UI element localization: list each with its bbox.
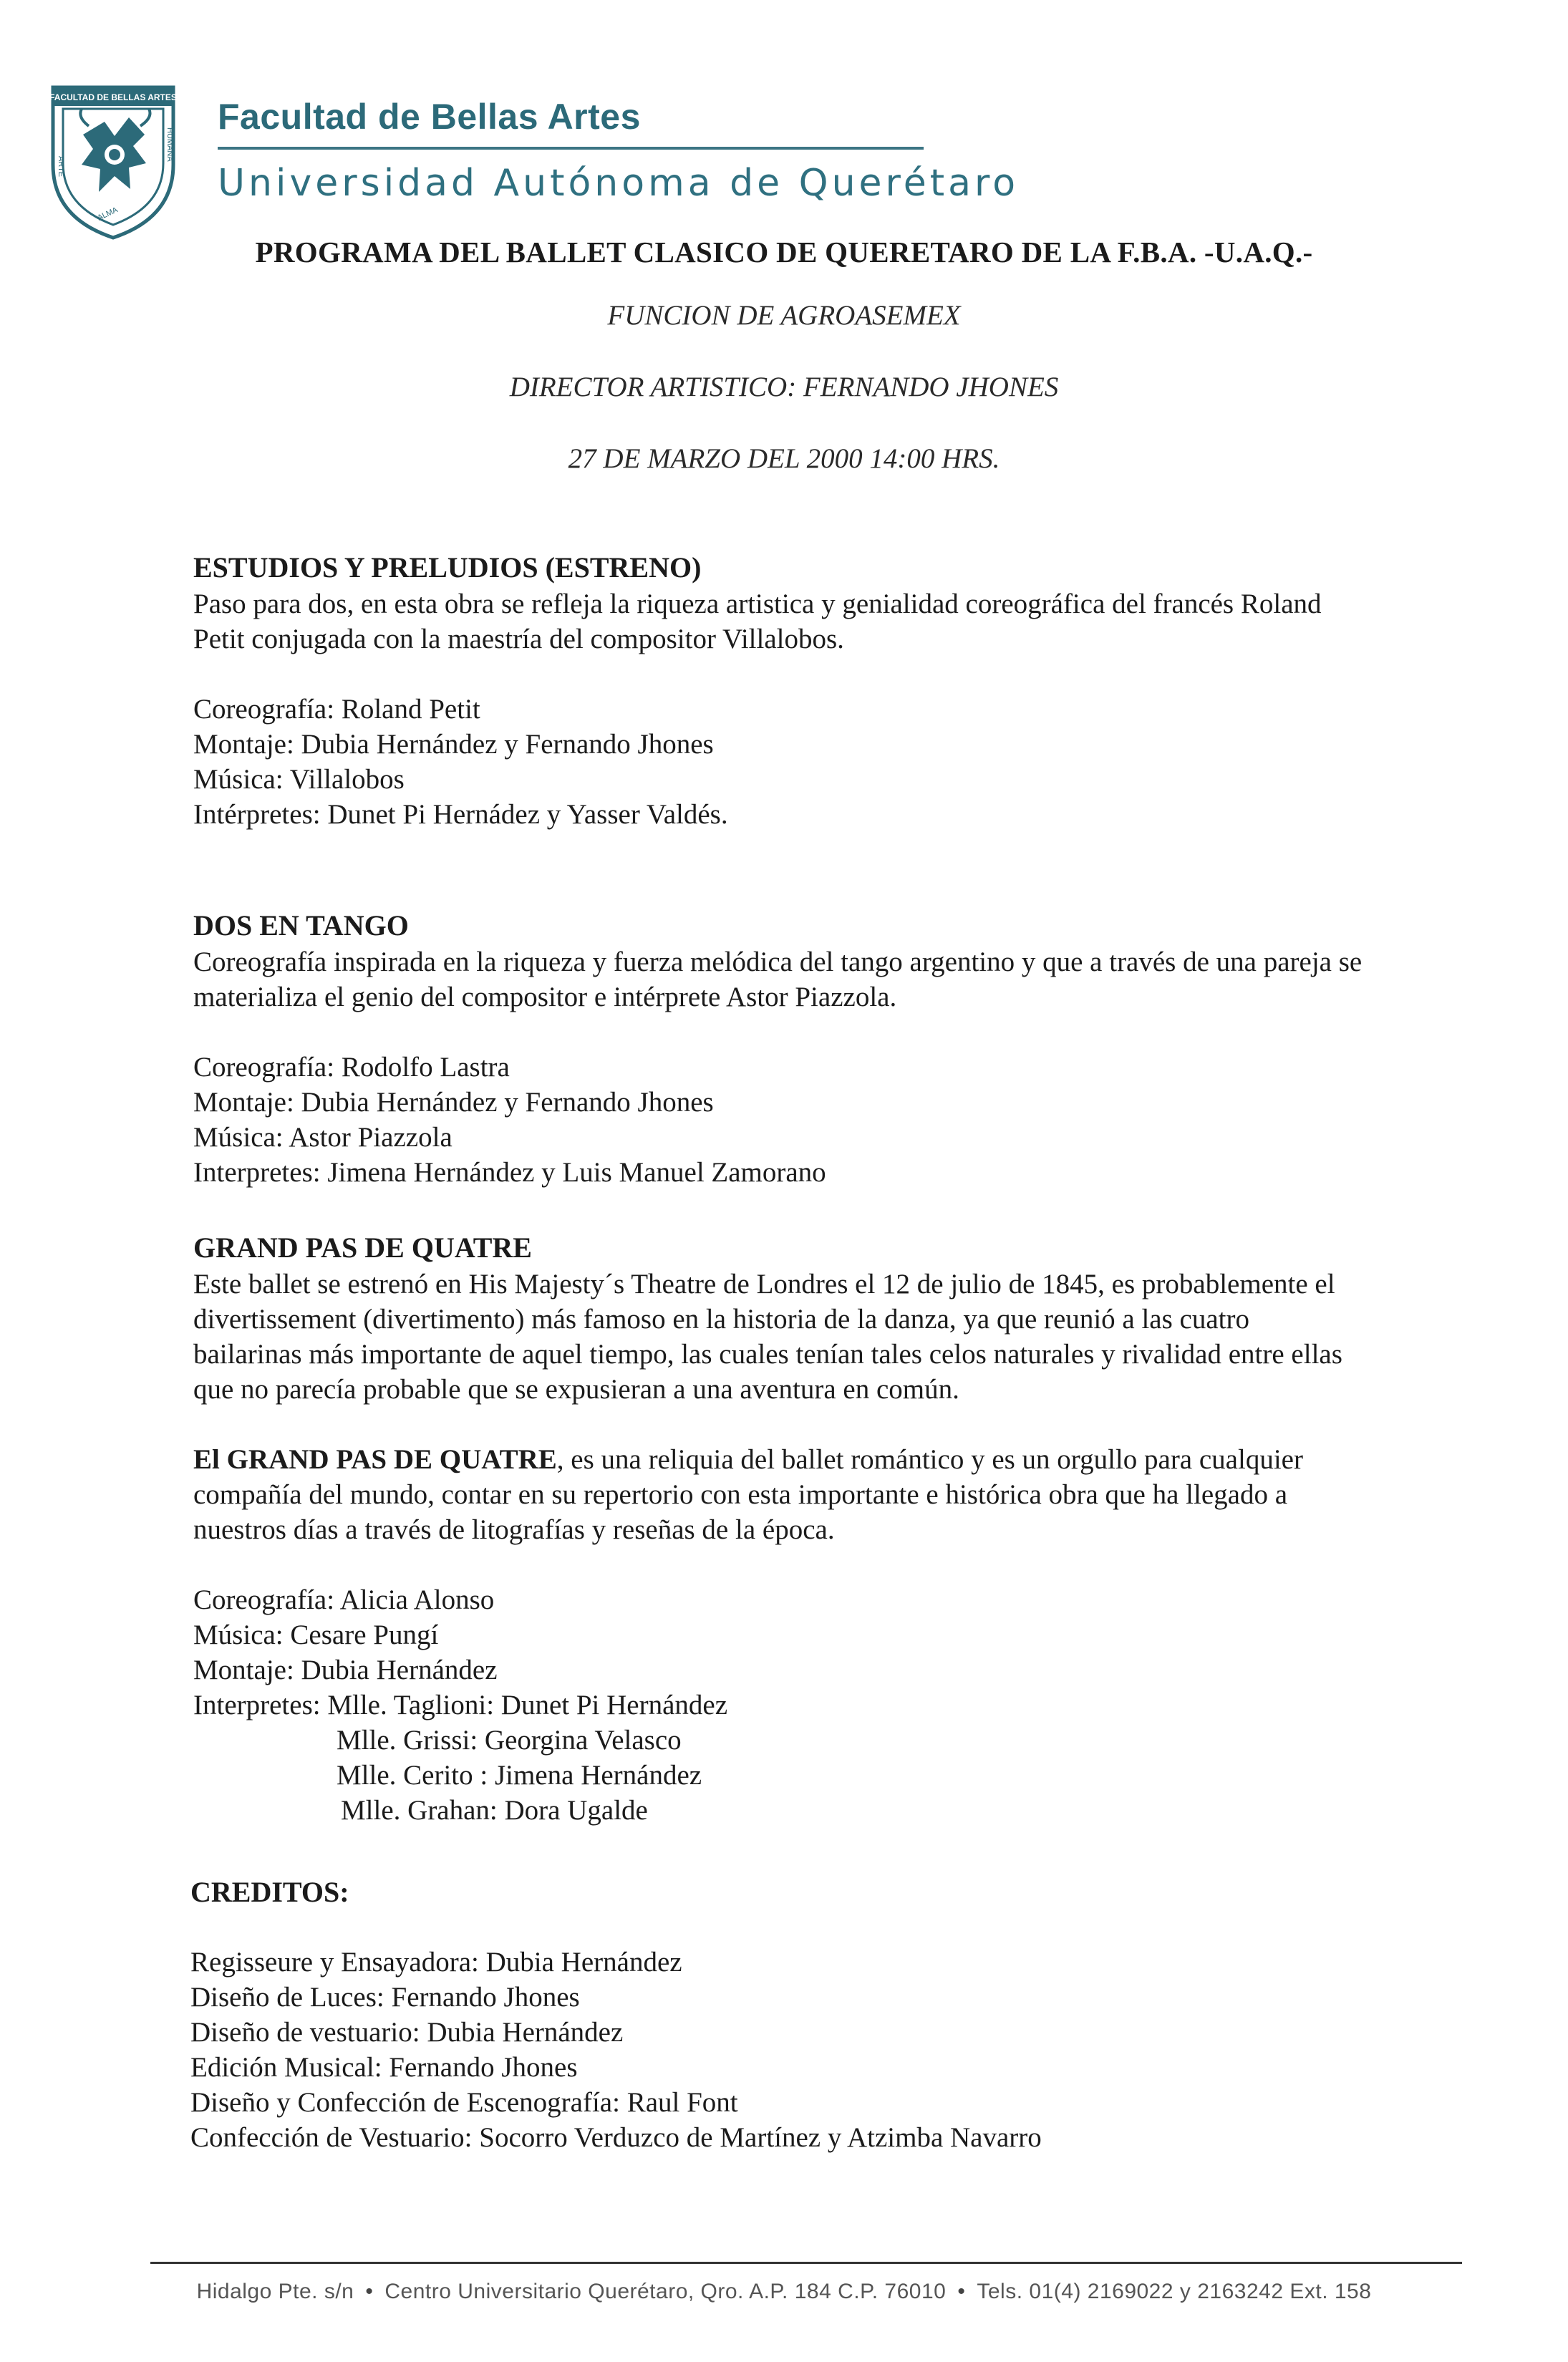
section-description-2 <box>193 1442 1496 1547</box>
credit-line: Interpretes: Jimena Hernández y Luis Manuel Zamorano <box>193 1157 826 1188</box>
section-tango <box>193 908 1496 1190</box>
seal-ribbon-top: FACULTAD DE BELLAS ARTES <box>49 92 177 102</box>
bullet-separator: • <box>957 2280 966 2303</box>
section-estudios <box>193 550 1496 832</box>
credit-list <box>193 1582 1496 1828</box>
desc-line: que no parecía probable que se expusieran a una aventura en común. <box>193 1374 959 1405</box>
credit-list <box>193 692 1496 832</box>
credit-line: Diseño de Luces: Fernando Jhones <box>190 1982 580 2013</box>
desc-line: Paso para dos, en esta obra se refleja la riqueza artistica y genialidad coreográfica del francés Roland <box>193 589 1322 619</box>
credit-line: Diseño y Confección de Escenografía: Raul Font <box>190 2087 738 2118</box>
credit-line: Montaje: Dubia Hernández <box>193 1655 498 1685</box>
footer-divider <box>150 2262 1462 2264</box>
section-description <box>193 944 1496 1015</box>
desc-line: Petit conjugada con la maestría del compositor Villalobos. <box>193 624 844 654</box>
footer-street: Hidalgo Pte. s/n <box>196 2280 354 2303</box>
interpreter-line: Mlle. Cerito : Jimena Hernández <box>337 1760 702 1791</box>
footer-phones: Tels. 01(4) 2169022 y 2163242 Ext. 158 <box>977 2280 1372 2303</box>
section-description <box>193 586 1496 657</box>
credit-line: Diseño de vestuario: Dubia Hernández <box>190 2017 624 2048</box>
university-seal-icon <box>49 84 178 242</box>
desc-line: bailarinas más importante de aquel tiempo, las cuales tenían tales celos naturales y rivalidad entre ellas <box>193 1339 1342 1370</box>
letterhead-divider <box>218 147 924 150</box>
credit-line: Música: Cesare Pungí <box>193 1620 439 1650</box>
footer-campus: Centro Universitario Querétaro, Qro. A.P. 184 C.P. 76010 <box>384 2280 947 2303</box>
credit-line: Montaje: Dubia Hernández y Fernando Jhones <box>193 1087 714 1118</box>
section-heading: DOS EN TANGO <box>193 909 409 942</box>
credit-line: Coreografía: Rodolfo Lastra <box>193 1052 510 1083</box>
section-description <box>193 1267 1496 1407</box>
footer-address <box>0 2280 1568 2304</box>
credit-line: Edición Musical: Fernando Jhones <box>190 2052 578 2083</box>
seal-ribbon-left: ARTE <box>57 156 65 178</box>
credit-line: Música: Astor Piazzola <box>193 1122 453 1153</box>
seal-ribbon-bottom: ALMA <box>96 205 120 223</box>
interpreter-line: Mlle. Grissi: Georgina Velasco <box>337 1725 682 1756</box>
desc-line: compañía del mundo, contar en su repertorio con esta importante e histórica obra que ha llegado a <box>193 1479 1288 1510</box>
program-title: PROGRAMA DEL BALLET CLASICO DE QUERETARO DE LA F.B.A. -U.A.Q.- <box>255 236 1313 268</box>
desc-line: materializa el genio del compositor e intérprete Astor Piazzola. <box>193 982 897 1012</box>
credit-line: Intérpretes: Dunet Pi Hernádez y Yasser Valdés. <box>193 799 728 830</box>
desc-line: Coreografía inspirada en la riqueza y fuerza melódica del tango argentino y que a través de una pareja se <box>193 947 1363 977</box>
credit-line: Montaje: Dubia Hernández y Fernando Jhones <box>193 729 714 760</box>
section-heading: CREDITOS: <box>190 1876 349 1908</box>
credit-list <box>193 1050 1496 1190</box>
seal-ribbon-right: HUMANA <box>165 127 174 162</box>
section-creditos <box>190 1874 1494 2155</box>
credit-line: Coreografía: Roland Petit <box>193 694 480 725</box>
event-name: FUNCION DE AGROASEMEX <box>607 300 961 331</box>
credit-list <box>190 1945 1494 2155</box>
bullet-separator: • <box>365 2280 374 2303</box>
bold-title: El GRAND PAS DE QUATRE <box>193 1444 557 1475</box>
university-name: Universidad Autónoma de Querétaro <box>218 162 1020 205</box>
section-heading: GRAND PAS DE QUATRE <box>193 1231 532 1264</box>
desc-line: , es una reliquia del ballet romántico y es un orgullo para cualquier <box>556 1444 1303 1475</box>
faculty-name: Facultad de Bellas Artes <box>218 97 641 137</box>
credit-line: Interpretes: Mlle. Taglioni: Dunet Pi Hernández <box>193 1690 728 1720</box>
section-grand-pas <box>193 1230 1496 1828</box>
interpreter-line: Mlle. Grahan: Dora Ugalde <box>341 1795 648 1826</box>
section-heading: ESTUDIOS Y PRELUDIOS (ESTRENO) <box>193 551 702 584</box>
artistic-director: DIRECTOR ARTISTICO: FERNANDO JHONES <box>509 372 1059 402</box>
desc-line: divertissement (divertimento) más famoso en la historia de la danza, ya que reunió a las cuatro <box>193 1304 1249 1335</box>
desc-line: nuestros días a través de litografías y reseñas de la época. <box>193 1514 835 1545</box>
credit-line: Regisseure y Ensayadora: Dubia Hernández <box>190 1947 682 1978</box>
event-date: 27 DE MARZO DEL 2000 14:00 HRS. <box>568 443 1000 474</box>
credit-line: Coreografía: Alicia Alonso <box>193 1584 495 1615</box>
desc-line: Este ballet se estrenó en His Majesty´s Theatre de Londres el 12 de julio de 1845, es probablemente el <box>193 1269 1335 1299</box>
credit-line: Confección de Vestuario: Socorro Verduzco de Martínez y Atzimba Navarro <box>190 2122 1042 2153</box>
credit-line: Música: Villalobos <box>193 764 405 795</box>
